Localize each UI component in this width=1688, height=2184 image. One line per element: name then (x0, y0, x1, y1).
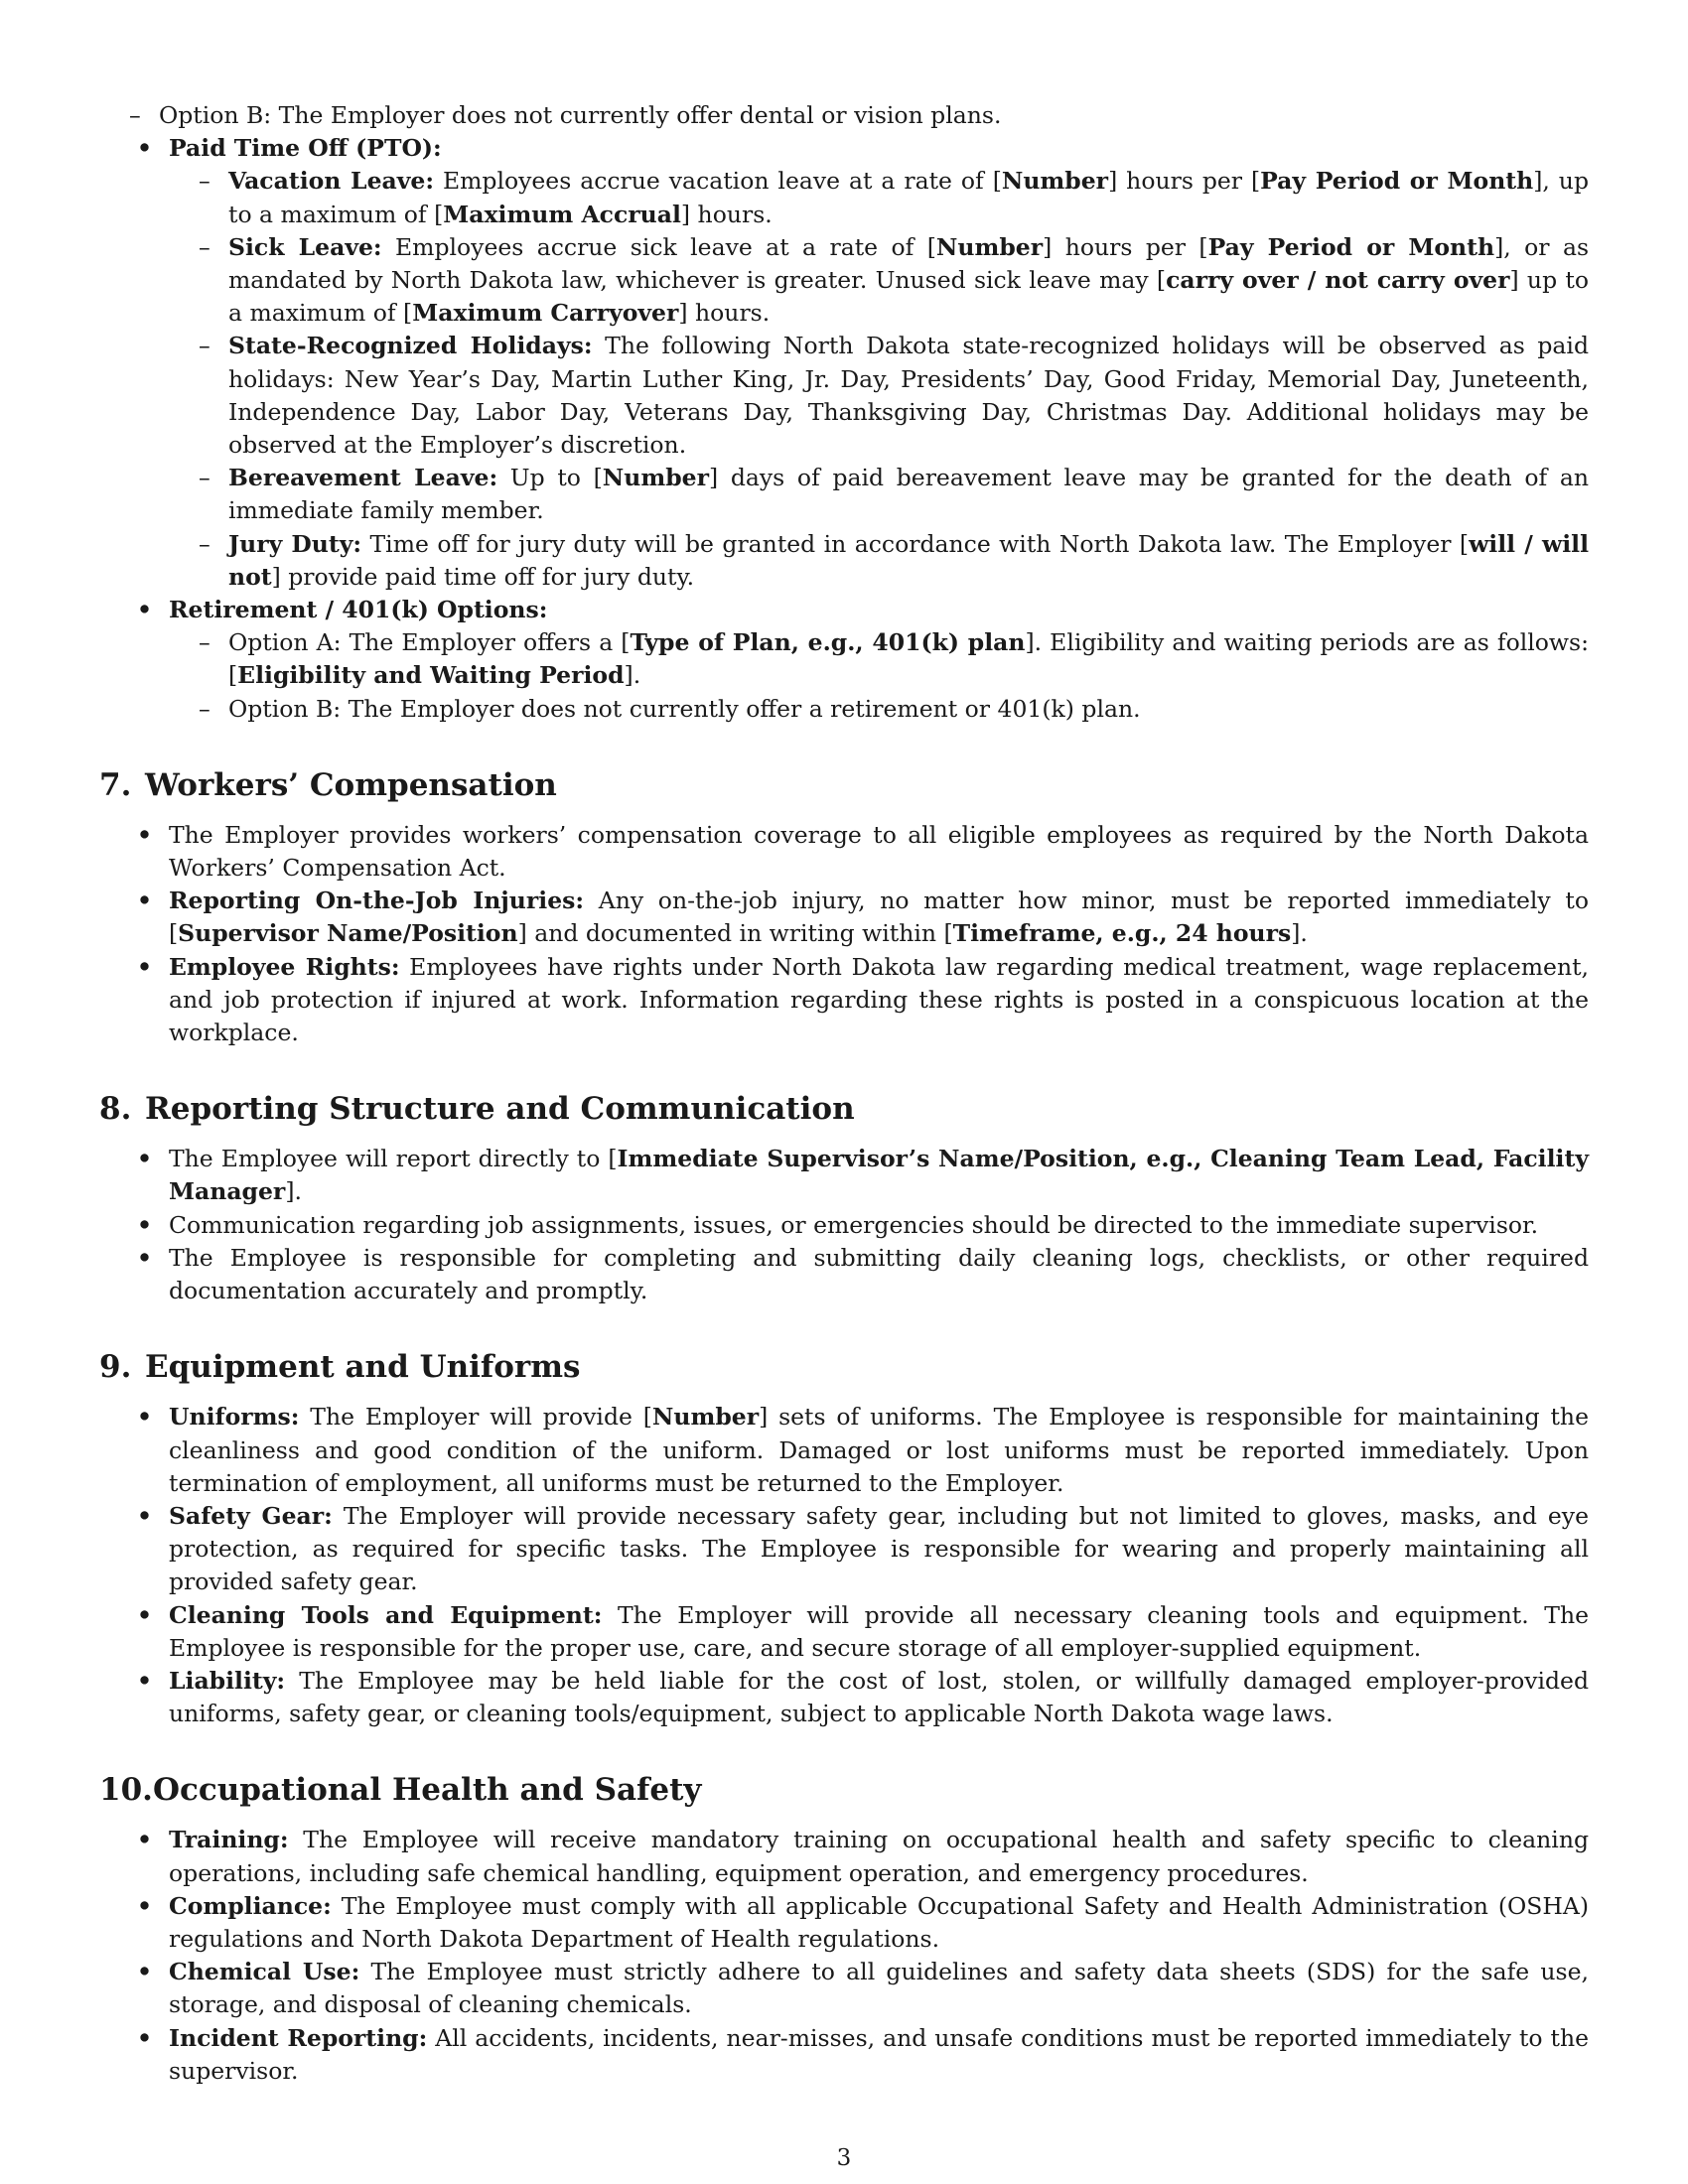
dental-options-list (99, 99, 1589, 132)
list-item: • Safety Gear: The Employer will provide necessary safety gear, including but not limited to gloves, masks, and eye protection, as required for specific tasks. The Employee is responsible for wearing and properly maintaining all provided safety gear. (99, 1500, 1589, 1599)
section-8 (99, 1089, 1589, 1307)
list-item: • Uniforms: The Employer will provide [Number] sets of uniforms. The Employee is responsible for maintaining the cleanliness and good condition of the uniform. Damaged or lost uniforms must be reported immediately. Upon termination of employment, all uniforms must be returned to the Employer. (99, 1401, 1589, 1500)
page-number: 3 (836, 2145, 852, 2171)
sick-leave-item: – Sick Leave: Employees accrue sick leave at a rate of [Number] hours per [Pay Period or Month], or as mandated by North Dakota law, whichever is greater. Unused sick leave may [carry over / not carry over] up to a maximum of [Maximum Carryover] hours. (169, 231, 1589, 331)
pto-list (169, 165, 1589, 594)
list-item: • Chemical Use: The Employee must strictly adhere to all guidelines and safety data sheets (SDS) for the safe use, storage, and disposal of cleaning chemicals. (99, 1956, 1589, 2021)
bereavement-leave-item: – Bereavement Leave: Up to [Number] days of paid bereavement leave may be granted for the death of an immediate family member. (169, 462, 1589, 527)
holidays-item: – State-Recognized Holidays: The following North Dakota state-recognized holidays will be observed as paid holidays: New Year’s Day, Martin Luther King, Jr. Day, Presidents’ Day, Good Friday, Memorial Day, Juneteenth, Independence Day, Labor Day, Veterans Day, Thanksgiving Day, Christmas Day. Additional holidays may be observed at the Employer’s discretion. (169, 330, 1589, 462)
list-item: • Incident Reporting: All accidents, incidents, near-misses, and unsafe conditions must be reported immediately to the supervisor. (99, 2022, 1589, 2088)
jury-duty-item: – Jury Duty: Time off for jury duty will be granted in accordance with North Dakota law. The Employer [will / will not] provide paid time off for jury duty. (169, 528, 1589, 594)
list-item: • The Employee is responsible for completing and submitting daily cleaning logs, checklists, or other required documentation accurately and promptly. (99, 1242, 1589, 1307)
section-7-list (99, 819, 1589, 1049)
vacation-leave-item: – Vacation Leave: Employees accrue vacation leave at a rate of [Number] hours per [Pay Period or Month], up to a maximum of [Maximum Accrual] hours. (169, 165, 1589, 230)
retirement-option-a: – Option A: The Employer offers a [Type of Plan, e.g., 401(k) plan]. Eligibility and waiting periods are as follows: [Eligibility and Waiting Period]. (169, 626, 1589, 692)
section-9-heading: 9. Equipment and Uniforms (99, 1349, 581, 1386)
retirement-list (169, 626, 1589, 726)
list-item: • Employee Rights: Employees have rights under North Dakota law regarding medical treatment, wage replacement, and job protection if injured at work. Information regarding these rights is posted in a conspicuous location at the workplace. (99, 951, 1589, 1050)
retirement-option-b: – Option B: The Employer does not currently offer a retirement or 401(k) plan. (169, 693, 1589, 726)
pto-heading: Paid Time Off (PTO): (169, 134, 442, 163)
section-7-heading: 7. Workers’ Compensation (99, 766, 557, 803)
retirement-heading: Retirement / 401(k) Options: (169, 596, 548, 624)
dental-option-b: – Option B: The Employer does not currently offer dental or vision plans. (99, 99, 1589, 132)
retirement-item (99, 594, 1589, 726)
section-10 (99, 1770, 1589, 2088)
list-item: • The Employer provides workers’ compensation coverage to all eligible employees as required by the North Dakota Workers’ Compensation Act. (99, 819, 1589, 885)
section-8-heading: 8. Reporting Structure and Communication (99, 1091, 855, 1128)
section-8-list (99, 1143, 1589, 1307)
section-10-list (99, 1824, 1589, 2088)
list-item: • Compliance: The Employee must comply with all applicable Occupational Safety and Health Administration (OSHA) regulations and North Dakota Department of Health regulations. (99, 1890, 1589, 1956)
list-item: • Reporting On-the-Job Injuries: Any on-the-job injury, no matter how minor, must be reported immediately to [Supervisor Name/Position] and documented in writing within [Timeframe, e.g., 24 hours]. (99, 885, 1589, 950)
list-item: • Communication regarding job assignments, issues, or emergencies should be directed to the immediate supervisor. (99, 1209, 1589, 1242)
list-item: • Liability: The Employee may be held liable for the cost of lost, stolen, or willfully damaged employer-provided uniforms, safety gear, or cleaning tools/equipment, subject to applicable North Dakota wage laws. (99, 1665, 1589, 1730)
pto-item (99, 132, 1589, 594)
benefits-list (99, 132, 1589, 726)
section-7 (99, 765, 1589, 1049)
page-content (99, 99, 1589, 2088)
list-item: • The Employee will report directly to [Immediate Supervisor’s Name/Position, e.g., Cleaning Team Lead, Facility Manager]. (99, 1143, 1589, 1208)
list-item: • Training: The Employee will receive mandatory training on occupational health and safety specific to cleaning operations, including safe chemical handling, equipment operation, and emergency procedures. (99, 1824, 1589, 1889)
list-item: • Cleaning Tools and Equipment: The Employer will provide all necessary cleaning tools and equipment. The Employee is responsible for the proper use, care, and secure storage of all employer-supplied equipment. (99, 1599, 1589, 1665)
section-9-list (99, 1401, 1589, 1730)
section-10-heading: 10.Occupational Health and Safety (99, 1772, 702, 1809)
section-9 (99, 1347, 1589, 1730)
